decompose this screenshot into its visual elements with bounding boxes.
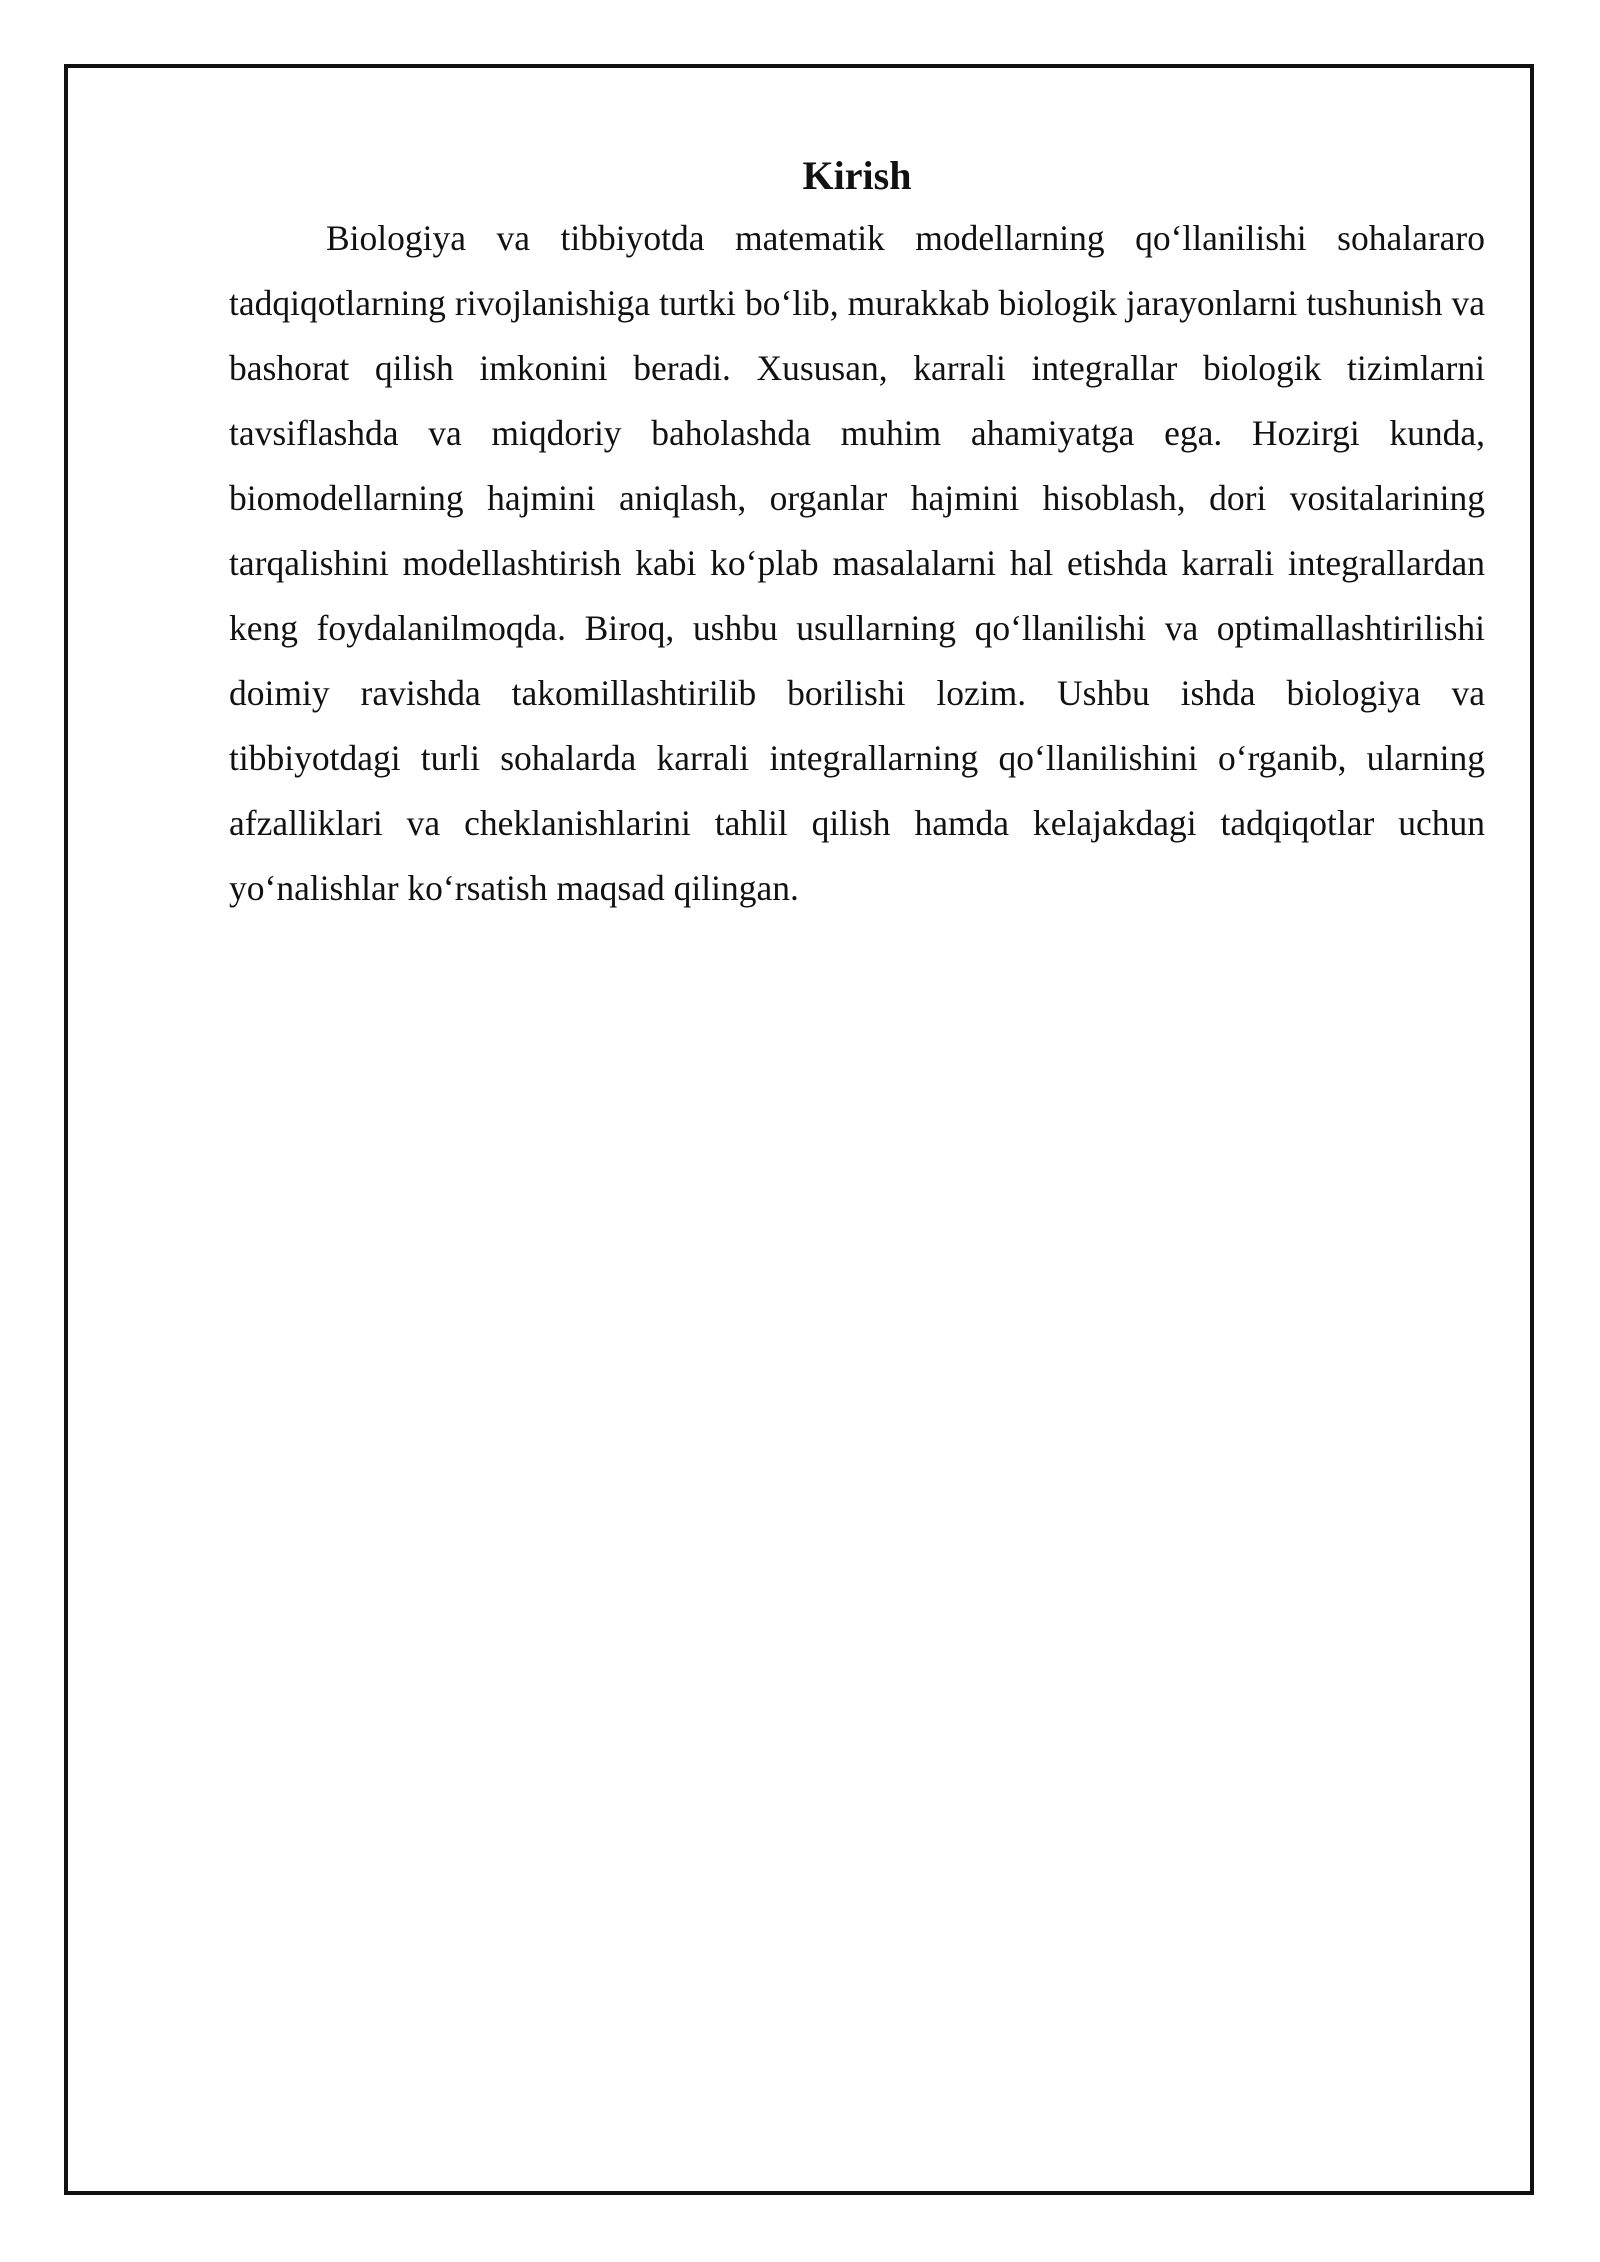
- section-title: Kirish: [802, 153, 912, 198]
- body-paragraph: Biologiya va tibbiyotda matematik modellarning qo‘llanilishi sohalararo tadqiqotlarning rivojlanishiga turtki bo‘lib, murakkab biologik jarayonlarni tushunish va bashorat qilish imkonini beradi. Xususan, karrali integrallar biologik tizimlarni tavsiflashda va miqdoriy baholashda muhim ahamiyatga ega. Hozirgi kunda, biomodellarning hajmini aniqlash, organlar hajmini hisoblash, dori vositalarining tarqalishini modellashtirish kabi ko‘plab masalalarni hal etishda karrali integrallardan keng foydalanilmoqda. Biroq, ushbu usullarning qo‘llanilishi va optimallashtirilishi doimiy ravishda takomillashtirilib borilishi lozim. Ushbu ishda biologiya va tibbiyotdagi turli sohalarda karrali integrallarning qo‘llanilishini o‘rganib, ularning afzalliklari va cheklanishlarini tahlil qilish hamda kelajakdagi tadqiqotlar uchun yo‘nalishlar ko‘rsatish maqsad qilingan.: [229, 218, 1485, 908]
- document-content: [229, 148, 1485, 921]
